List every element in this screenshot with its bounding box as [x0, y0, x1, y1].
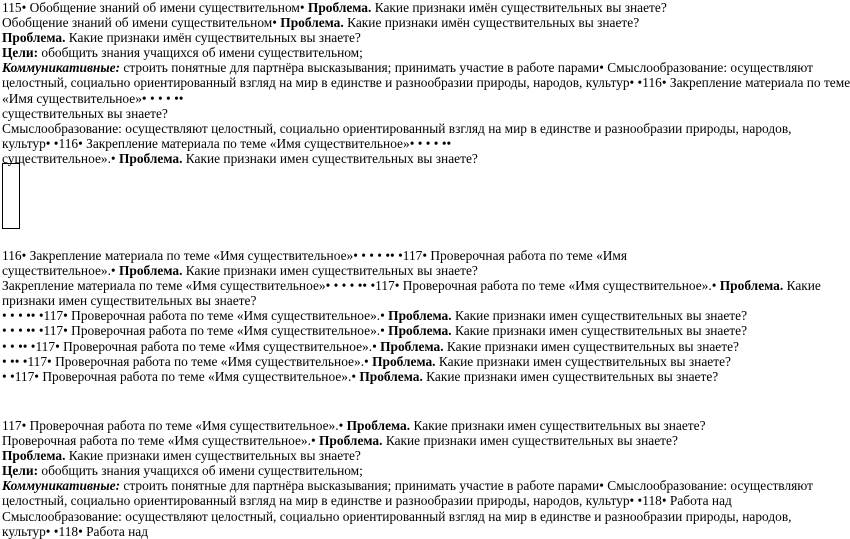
text-line: Смыслообразование: осуществляют целостный, социально ориентированный взгляд на мир в единстве и разнообразии природы, народов, [2, 120, 792, 136]
text-line: целостный, социально ориентированный взгляд на мир в единстве и разнообразии природы, народов, культур• •118• Работа над [2, 493, 732, 509]
slide-116-text [2, 248, 821, 384]
text-line: Проблема. Какие признаки имен существительных вы знаете? [2, 448, 361, 464]
empty-frame [2, 163, 20, 229]
text-line: Коммуникативные: строить понятные для партнёра высказывания; принимать участие в работе парами• Смыслообразование: осуществляют [2, 60, 813, 76]
text-line: Проверочная работа по теме «Имя существительное».• Проблема. Какие признаки имен существительных вы знаете? [2, 433, 678, 449]
text-line: существительное».• Проблема. Какие признаки имен существительных вы знаете? [2, 263, 478, 279]
text-line: 117• Проверочная работа по теме «Имя существительное».• Проблема. Какие признаки имен существительных вы знаете? [2, 418, 706, 433]
text-line: Цели: обобщить знания учащихся об имени существительном; [2, 45, 363, 61]
text-line: Смыслообразование: осуществляют целостный, социально ориентированный взгляд на мир в единстве и разнообразии природы, народов, [2, 508, 792, 524]
slide-115-text [2, 0, 850, 166]
text-line: существительное».• Проблема. Какие признаки имен существительных вы знаете? [2, 150, 478, 166]
text-line: Обобщение знаний об имени существительном• Проблема. Какие признаки имён существительных вы знаете? [2, 15, 640, 31]
text-line: Проблема. Какие признаки имён существительных вы знаете? [2, 30, 361, 46]
text-line: Закрепление материала по теме «Имя существительное»• • • • •• •117• Проверочная работа по теме «Имя существительное».• Проблема. Какие [2, 278, 821, 294]
text-line: существительных вы знаете? [2, 105, 168, 121]
text-line: • • •• •117• Проверочная работа по теме «Имя существительное».• Проблема. Какие признаки имен существительных вы знаете? [2, 338, 739, 354]
text-line: «Имя существительное»• • • • •• [2, 90, 184, 106]
text-line: 115• Обобщение знаний об имени существительном• Проблема. Какие признаки имён существительных вы знаете? [2, 0, 667, 15]
text-line: Цели: обобщить знания учащихся об имени существительном; [2, 463, 363, 479]
text-line: культур• •116• Закрепление материала по теме «Имя существительное»• • • • •• [2, 135, 452, 151]
text-line: • • • •• •117• Проверочная работа по теме «Имя существительное».• Проблема. Какие признаки имен существительных вы знаете? [2, 308, 748, 324]
text-line: 116• Закрепление материала по теме «Имя существительное»• • • • •• •117• Проверочная работа по теме «Имя [2, 248, 628, 263]
text-line: • •117• Проверочная работа по теме «Имя существительное».• Проблема. Какие признаки имен существительных вы знаете? [2, 368, 719, 384]
text-line: Коммуникативные: строить понятные для партнёра высказывания; принимать участие в работе парами• Смыслообразование: осуществляют [2, 478, 813, 494]
text-line: целостный, социально ориентированный взгляд на мир в единстве и разнообразии природы, народов, культур• •116• Закрепление материала по теме [2, 75, 850, 91]
text-line: • •• •117• Проверочная работа по теме «Имя существительное».• Проблема. Какие признаки имен существительных вы знаете? [2, 353, 731, 369]
text-line: • • • •• •117• Проверочная работа по теме «Имя существительное».• Проблема. Какие признаки имен существительных вы знаете? [2, 323, 748, 339]
text-line: культур• •118• Работа над [2, 523, 149, 539]
text-line: признаки имен существительных вы знаете? [2, 293, 257, 309]
slide-117-text [2, 418, 814, 539]
